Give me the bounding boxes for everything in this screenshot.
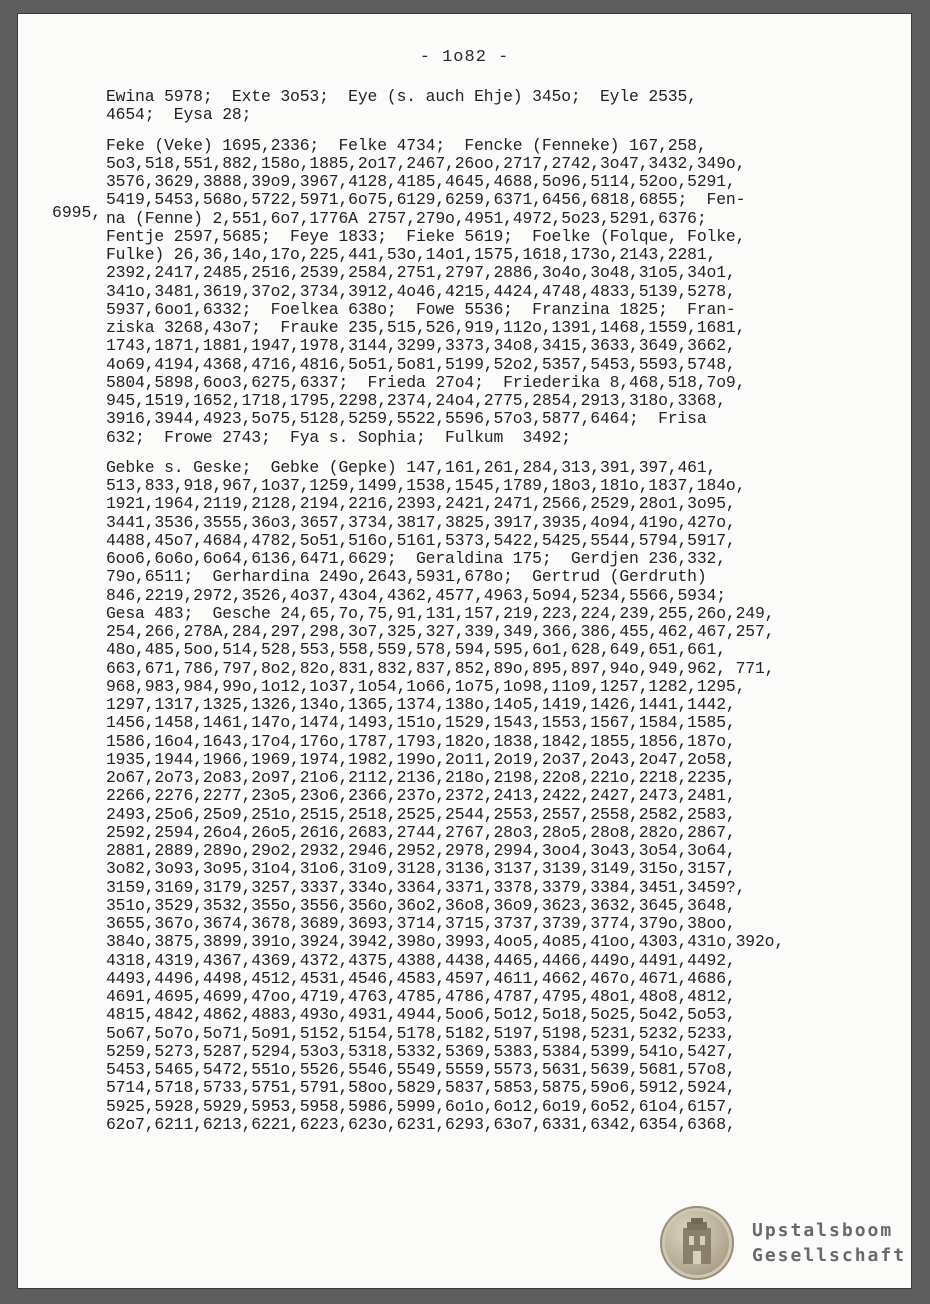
text-line: 62o7,6211,6213,6221,6223,623o,6231,6293,63o7,6331,6342,6354,6368, — [106, 1114, 736, 1134]
text-line: 1935,1944,1966,1969,1974,1982,199o,2o11,2o19,2o37,2o43,2o47,2o58, — [106, 749, 736, 769]
seal-icon — [660, 1206, 734, 1280]
text-line: 5453,5465,5472,551o,5526,5546,5549,5559,5573,5631,5639,5681,57o8, — [106, 1060, 736, 1079]
text-line: 1297,1317,1325,1326,134o,1365,1374,138o,14o5,1419,1426,1441,1442, — [106, 695, 736, 714]
text-line: Gebke s. Geske; Gebke (Gepke) 147,161,261,284,313,391,397,461, — [106, 457, 717, 477]
text-line: 351o,3529,3532,355o,3556,356o,36o2,36o8,36o9,3623,3632,3645,3648, — [106, 895, 736, 915]
paragraph-e — [106, 88, 906, 125]
paragraph-f — [106, 137, 906, 447]
tower-icon — [674, 1218, 720, 1268]
text-line: 3916,3944,4923,5o75,5128,5259,5522,5596,57o3,5877,6464; Frisa — [106, 409, 707, 429]
text-line: 632; Frowe 2743; Fya s. Sophia; Fulkum 3492; — [106, 427, 571, 447]
text-line: 846,2219,2972,3526,4o37,43o4,4362,4577,4963,5o94,5234,5566,5934; — [106, 585, 726, 605]
text-line: 4488,45o7,4684,4782,5o51,516o,5161,5373,5422,5425,5544,5794,5917, — [106, 530, 736, 550]
publisher-logo — [660, 1206, 910, 1286]
text-line: 5419,5453,568o,5722,5971,6o75,6129,6259,6371,6456,6818,6855; Fen- — [106, 190, 746, 210]
text-line: 4318,4319,4367,4369,4372,4375,4388,4438,4465,4466,449o,4491,4492, — [106, 950, 736, 970]
publisher-name-line1: Upstalsboom — [752, 1220, 894, 1241]
text-line: 2881,2889,289o,29o2,2932,2946,2952,2978,2994,3oo4,3o43,3o54,3o64, — [106, 841, 736, 860]
text-line: 254,266,278A,284,297,298,3o7,325,327,339,349,366,386,455,462,467,257, — [106, 622, 775, 641]
text-line: 48o,485,5oo,514,528,553,558,559,578,594,595,6o1,628,649,651,661, — [106, 640, 726, 660]
text-line: 5804,5898,6oo3,6275,6337; Frieda 27o4; Friederika 8,468,518,7o9, — [106, 372, 746, 392]
margin-note: 6995, — [52, 203, 102, 222]
text-line: 2592,2594,26o4,26o5,2616,2683,2744,2767,28o3,28o5,28o8,282o,2867, — [106, 822, 736, 842]
publisher-name — [752, 1218, 906, 1268]
text-line: 5937,6oo1,6332; Foelkea 638o; Fowe 5536; Franzina 1825; Fran- — [106, 299, 736, 319]
text-line: 513,833,918,967,1o37,1259,1499,1538,1545,1789,18o3,181o,1837,184o, — [106, 476, 746, 495]
text-line: 5o3,518,551,882,158o,1885,2o17,2467,26oo,2717,2742,3o47,3432,349o, — [106, 153, 746, 173]
text-line: 5925,5928,5929,5953,5958,5986,5999,6o1o,6o12,6o19,6o52,61o4,6157, — [106, 1096, 736, 1116]
text-line: 2493,25o6,25o9,251o,2515,2518,2525,2544,2553,2557,2558,2582,2583, — [106, 804, 736, 824]
text-line: Gesa 483; Gesche 24,65,7o,75,91,131,157,219,223,224,239,255,26o,249, — [106, 603, 775, 623]
text-line: 2392,2417,2485,2516,2539,2584,2751,2797,2886,3o4o,3o48,31o5,34o1, — [106, 263, 736, 283]
text-line: 3159,3169,3179,3257,3337,334o,3364,3371,3378,3379,3384,3451,3459?, — [106, 877, 746, 897]
text-line: ziska 3268,43o7; Frauke 235,515,526,919,112o,1391,1468,1559,1681, — [106, 318, 746, 337]
text-line: 2o67,2o73,2o83,2o97,21o6,2112,2136,218o,2198,22o8,221o,2218,2235, — [106, 768, 736, 787]
text-line: 6oo6,6o6o,6o64,6136,6471,6629; Geraldina 175; Gerdjen 236,332, — [106, 549, 726, 568]
publisher-name-line2: Gesellschaft — [752, 1245, 907, 1266]
text-line: Feke (Veke) 1695,2336; Felke 4734; Fencke (Fenneke) 167,258, — [106, 135, 707, 155]
text-line: 3o82,3o93,3o95,31o4,31o6,31o9,3128,3136,3137,3139,3149,315o,3157, — [106, 859, 736, 879]
text-line: 2266,2276,2277,23o5,23o6,2366,237o,2372,2413,2422,2427,2473,2481, — [106, 786, 736, 806]
text-line: 384o,3875,3899,391o,3924,3942,398o,3993,4oo5,4o85,41oo,4303,431o,392o, — [106, 932, 785, 952]
text-line: 4691,4695,4699,47oo,4719,4763,4785,4786,4787,4795,48o1,48o8,4812, — [106, 987, 736, 1006]
text-line: 4493,4496,4498,4512,4531,4546,4583,4597,4611,4662,467o,4671,4686, — [106, 968, 736, 988]
text-line: 663,671,786,797,8o2,82o,831,832,837,852,89o,895,897,94o,949,962, 771, — [106, 658, 775, 678]
text-line: 1586,16o4,1643,17o4,176o,1787,1793,182o,1838,1842,1855,1856,187o, — [106, 731, 736, 751]
text-line: 4654; Eysa 28; — [106, 105, 252, 125]
text-line: 968,983,984,99o,1o12,1o37,1o54,1o66,1o75,1o98,11o9,1257,1282,1295, — [106, 676, 746, 696]
text-line: 5714,5718,5733,5751,5791,58oo,5829,5837,5853,5875,59o6,5912,5924, — [106, 1078, 736, 1098]
text-line: 945,1519,1652,1718,1795,2298,2374,24o4,2775,2854,2913,318o,3368, — [106, 391, 726, 410]
text-line: 5259,5273,5287,5294,53o3,5318,5332,5369,5383,5384,5399,541o,5427, — [106, 1041, 736, 1061]
text-line: 1743,1871,1881,1947,1978,3144,3299,3373,34o8,3415,3633,3649,3662, — [106, 336, 736, 356]
text-line: 3441,3536,3555,36o3,3657,3734,3817,3825,3917,3935,4o94,419o,427o, — [106, 512, 736, 532]
text-line: 3576,3629,3888,39o9,3967,4128,4185,4645,4688,5o96,5114,52oo,5291, — [106, 172, 736, 191]
text-line: Fentje 2597,5685; Feye 1833; Fieke 5619; Foelke (Folque, Folke, — [106, 226, 746, 246]
text-line: 4o69,4194,4368,4716,4816,5o51,5o81,5199,52o2,5357,5453,5593,5748, — [106, 354, 736, 374]
text-line: 1921,1964,2119,2128,2194,2216,2393,2421,2471,2566,2529,28o1,3o95, — [106, 494, 736, 514]
text-line: Ewina 5978; Exte 3o53; Eye (s. auch Ehje) 345o; Eyle 2535, — [106, 87, 697, 106]
text-line: 79o,6511; Gerhardina 249o,2643,5931,678o; Gertrud (Gerdruth) — [106, 567, 707, 587]
text-line: 341o,3481,3619,37o2,3734,3912,4o46,4215,4424,4748,4833,5139,5278, — [106, 281, 736, 301]
document-page — [18, 14, 911, 1288]
text-line: 4815,4842,4862,4883,493o,4931,4944,5oo6,5o12,5o18,5o25,5o42,5o53, — [106, 1005, 736, 1025]
text-line: 3655,367o,3674,3678,3689,3693,3714,3715,3737,3739,3774,379o,38oo, — [106, 914, 736, 933]
text-line: na (Fenne) 2,551,6o7,1776A 2757,279o,4951,4972,5o23,5291,6376; — [106, 208, 707, 228]
text-line: 5o67,5o7o,5o71,5o91,5152,5154,5178,5182,5197,5198,5231,5232,5233, — [106, 1023, 736, 1043]
typewritten-text — [106, 88, 906, 1146]
page-number: - 1o82 - — [419, 48, 510, 67]
text-line: Fulke) 26,36,14o,17o,225,441,53o,14o1,1575,1618,173o,2143,2281, — [106, 245, 717, 264]
text-line: 1456,1458,1461,147o,1474,1493,151o,1529,1543,1553,1567,1584,1585, — [106, 713, 736, 733]
paragraph-g — [106, 459, 906, 1134]
